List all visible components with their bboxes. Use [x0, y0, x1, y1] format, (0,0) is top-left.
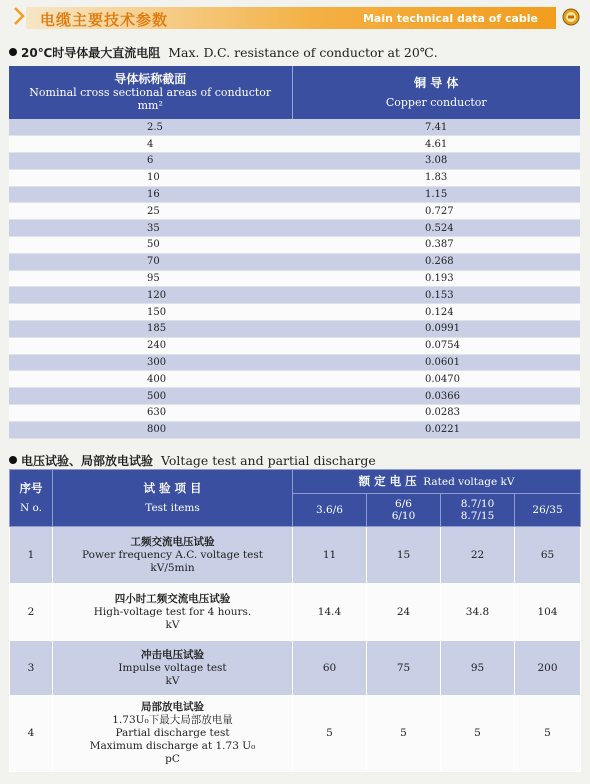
- table-row: [9, 388, 580, 405]
- table-row: [10, 527, 581, 584]
- resistance-cell: 0.193: [292, 270, 580, 287]
- col-rated-en: Rated voltage kV: [423, 476, 515, 488]
- table-row: [9, 354, 580, 371]
- col-no-en: N o.: [20, 502, 42, 514]
- col-no-header: [10, 470, 53, 527]
- test-item-cell: [53, 527, 293, 584]
- area-cell: 800: [9, 421, 292, 438]
- voltage-value-cell: 5: [293, 696, 367, 772]
- voltage-value-cell: 60: [293, 641, 367, 696]
- voltage-header: [515, 494, 581, 527]
- resistance-cell: 0.268: [292, 253, 580, 270]
- col-rated-cn: 额 定 电 压: [358, 474, 417, 488]
- voltage-value-cell: 200: [515, 641, 581, 696]
- resistance-cell: 4.61: [292, 136, 580, 153]
- row-number-cell: 2: [10, 584, 53, 641]
- area-cell: 120: [9, 287, 292, 304]
- table-row: [10, 696, 581, 772]
- resistance-cell: 0.727: [292, 203, 580, 220]
- table-row: [9, 253, 580, 270]
- section1-title-en: Max. D.C. resistance of conductor at 20℃.: [168, 45, 438, 60]
- table-row: [9, 237, 580, 254]
- table-row: [9, 153, 580, 170]
- section2-title-en: Voltage test and partial discharge: [161, 453, 376, 468]
- test-item-line: kV/5min: [150, 561, 195, 574]
- area-cell: 16: [9, 186, 292, 203]
- area-cell: 50: [9, 237, 292, 254]
- voltage-label: 6/6: [395, 498, 412, 510]
- test-item-line: kV: [165, 674, 180, 687]
- area-cell: 95: [9, 270, 292, 287]
- table-row: [9, 136, 580, 153]
- resistance-cell: 0.124: [292, 304, 580, 321]
- area-cell: 240: [9, 337, 292, 354]
- header-title-en: Main technical data of cable: [362, 12, 538, 25]
- table-row: [9, 304, 580, 321]
- area-cell: 6: [9, 153, 292, 170]
- table-row: [9, 321, 580, 338]
- table-row: [10, 584, 581, 641]
- table-row: [9, 203, 580, 220]
- col-area-cn: 导体标称截面: [114, 72, 187, 86]
- area-cell: 4: [9, 136, 292, 153]
- bullet-icon: [9, 456, 17, 464]
- col-area-unit: mm²: [137, 99, 163, 112]
- table-row: [9, 405, 580, 422]
- voltage-value-cell: 75: [367, 641, 441, 696]
- company-logo-icon: [562, 8, 580, 26]
- voltage-label: 8.7/15: [460, 510, 495, 522]
- area-cell: 2.5: [9, 119, 292, 136]
- voltage-value-cell: 104: [515, 584, 581, 641]
- area-cell: 70: [9, 253, 292, 270]
- table-row: [9, 287, 580, 304]
- row-number-cell: 4: [10, 696, 53, 772]
- test-item-line: 四小时工频交流电压试验: [114, 592, 231, 605]
- table-row: [9, 421, 580, 438]
- test-item-line: kV: [165, 618, 180, 631]
- area-cell: 300: [9, 354, 292, 371]
- voltage-value-cell: 34.8: [441, 584, 515, 641]
- voltage-value-cell: 95: [441, 641, 515, 696]
- test-item-cell: [53, 584, 293, 641]
- table-row: [9, 220, 580, 237]
- resistance-cell: 0.387: [292, 237, 580, 254]
- col-item-en: Test items: [145, 502, 200, 514]
- voltage-label: 26/35: [532, 504, 563, 516]
- voltage-test-table: [9, 469, 581, 772]
- chevron-right-icon: [12, 6, 26, 26]
- test-item-line: 局部放电试验: [141, 701, 204, 713]
- voltage-label: 8.7/10: [460, 498, 495, 510]
- table-row: [9, 169, 580, 186]
- test-item-line: 冲击电压试验: [141, 648, 204, 661]
- resistance-cell: 3.08: [292, 153, 580, 170]
- resistance-cell: 0.0366: [292, 388, 580, 405]
- test-item-line: High-voltage test for 4 hours.: [93, 605, 252, 618]
- area-cell: 35: [9, 220, 292, 237]
- test-item-line: 工频交流电压试验: [130, 535, 215, 548]
- voltage-value-cell: 5: [515, 696, 581, 772]
- area-cell: 25: [9, 203, 292, 220]
- resistance-cell: 0.0283: [292, 405, 580, 422]
- area-cell: 10: [9, 169, 292, 186]
- resistance-cell: 0.524: [292, 220, 580, 237]
- table-row: [9, 119, 580, 136]
- table-row: [9, 186, 580, 203]
- section2-title: [9, 452, 376, 469]
- col-copper-cn: 铜 导 体: [414, 75, 459, 90]
- section2-title-cn: 电压试验、局部放电试验: [21, 454, 154, 468]
- table-row: [10, 641, 581, 696]
- resistance-cell: 1.83: [292, 169, 580, 186]
- table-row: [9, 337, 580, 354]
- test-item-line: Power frequency A.C. voltage test: [82, 548, 263, 561]
- col-no-cn: 序号: [19, 481, 43, 495]
- resistance-cell: 1.15: [292, 186, 580, 203]
- table-row: [9, 371, 580, 388]
- voltage-header: [441, 494, 515, 527]
- resistance-cell: 0.153: [292, 287, 580, 304]
- test-item-cell: [53, 696, 293, 772]
- col-copper-header: [292, 66, 580, 119]
- resistance-table: [9, 66, 580, 439]
- row-number-cell: 3: [10, 641, 53, 696]
- voltage-value-cell: 5: [441, 696, 515, 772]
- col-item-header: [53, 470, 293, 527]
- resistance-cell: 0.0221: [292, 421, 580, 438]
- resistance-cell: 0.0754: [292, 337, 580, 354]
- test-item-cell: [53, 641, 293, 696]
- col-rated-header: [293, 470, 581, 494]
- voltage-value-cell: 22: [441, 527, 515, 584]
- col-area-header: [9, 66, 292, 119]
- voltage-header: [293, 494, 367, 527]
- page-header: [0, 0, 590, 34]
- voltage-value-cell: 24: [367, 584, 441, 641]
- area-cell: 150: [9, 304, 292, 321]
- voltage-value-cell: 5: [367, 696, 441, 772]
- table-row: [9, 270, 580, 287]
- col-area-en: Nominal cross sectional areas of conductor: [29, 86, 272, 99]
- test-item-line: Impulse voltage test: [118, 661, 227, 674]
- col-item-cn: 试 验 项 目: [143, 481, 202, 495]
- area-cell: 630: [9, 405, 292, 422]
- test-item-line: Maximum discharge at 1.73 U₀: [89, 740, 256, 752]
- area-cell: 400: [9, 371, 292, 388]
- voltage-label: 6/10: [391, 510, 416, 522]
- area-cell: 185: [9, 321, 292, 338]
- area-cell: 500: [9, 388, 292, 405]
- voltage-header: [367, 494, 441, 527]
- col-copper-en: Copper conductor: [385, 95, 487, 109]
- section1-title-cn: 20℃时导体最大直流电阻: [21, 46, 161, 60]
- row-number-cell: 1: [10, 527, 53, 584]
- voltage-label: 3.6/6: [316, 504, 343, 516]
- resistance-cell: 0.0470: [292, 371, 580, 388]
- voltage-value-cell: 65: [515, 527, 581, 584]
- section1-title: [9, 44, 438, 61]
- voltage-value-cell: 11: [293, 527, 367, 584]
- resistance-cell: 7.41: [292, 119, 580, 136]
- test-item-line: Partial discharge test: [115, 727, 230, 739]
- voltage-value-cell: 15: [367, 527, 441, 584]
- test-item-line: pC: [165, 753, 180, 765]
- header-title-cn: 电缆主要技术参数: [40, 11, 169, 29]
- resistance-cell: 0.0991: [292, 321, 580, 338]
- resistance-cell: 0.0601: [292, 354, 580, 371]
- bullet-icon: [9, 48, 17, 56]
- voltage-value-cell: 14.4: [293, 584, 367, 641]
- test-item-line: 1.73U₀下最大局部放电量: [112, 714, 233, 726]
